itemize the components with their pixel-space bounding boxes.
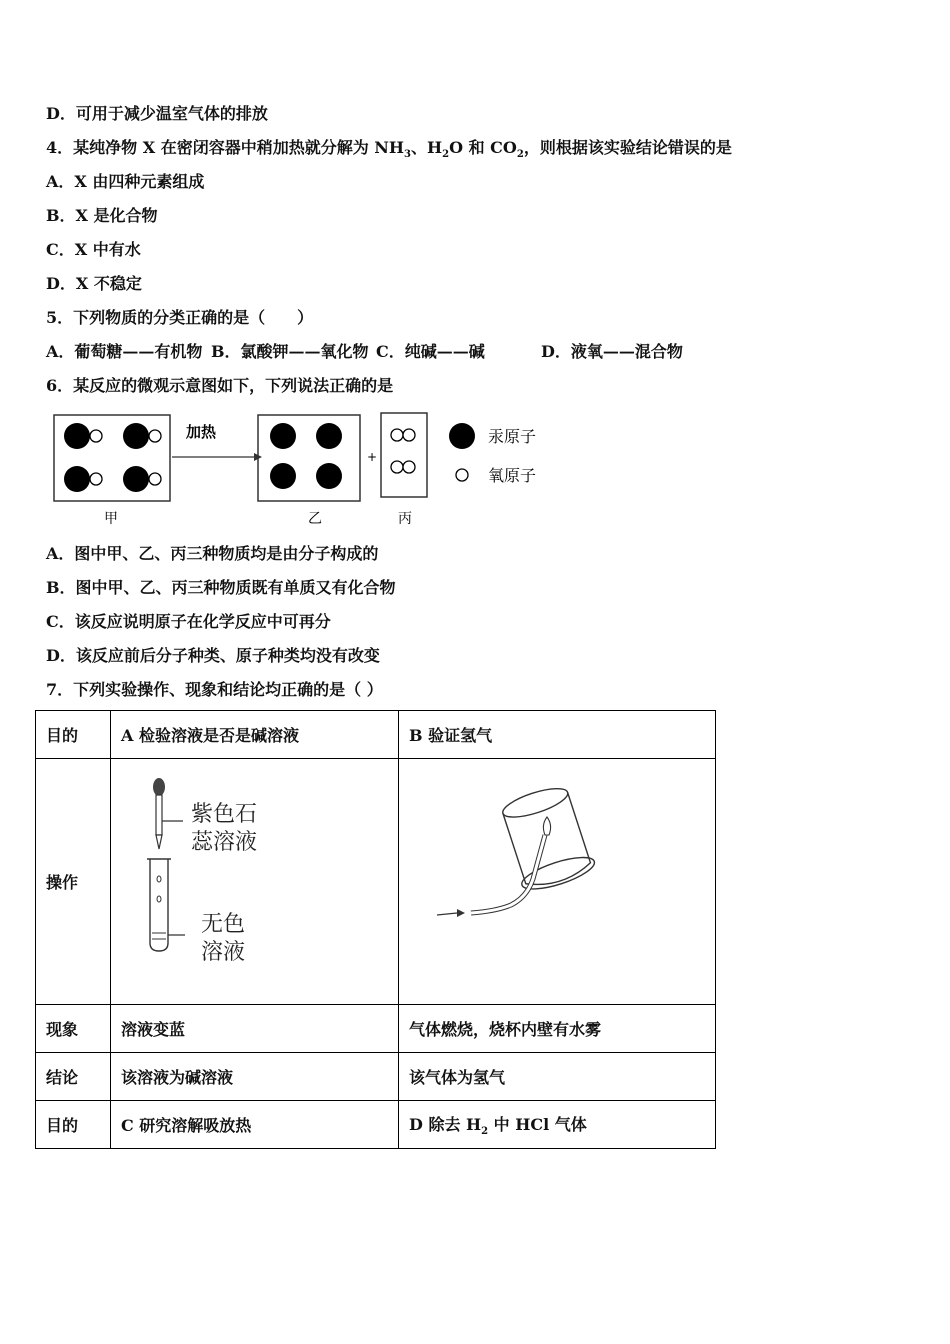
q5-option-d: D．液氧——混合物 — [541, 342, 683, 361]
q4-stem — [46, 135, 732, 160]
q4-option-b: B．X 是化合物 — [46, 206, 158, 225]
hg-atom — [270, 423, 296, 449]
q6-option-a: A．图中甲、乙、丙三种物质均是由分子构成的 — [46, 544, 379, 563]
cell-b-text: D 除去 H — [409, 1114, 482, 1134]
cell-b: B 验证氢气 — [399, 711, 716, 759]
subscript: 2 — [481, 1126, 489, 1138]
q6-stem: 6．某反应的微观示意图如下，下列说法正确的是 — [46, 376, 394, 395]
legend-oxygen-icon — [456, 469, 468, 481]
hgo-molecule — [64, 423, 102, 449]
q5-option-a: A．葡萄糖——有机物 — [46, 342, 203, 361]
q7-stem: 7．下列实验操作、现象和结论均正确的是（ ） — [46, 680, 383, 699]
legend-oxygen-label: 氧原子 — [488, 466, 537, 485]
q6-option-c: C．该反应说明原子在化学反应中可再分 — [46, 612, 331, 631]
cell-a: C 研究溶解吸放热 — [111, 1101, 399, 1149]
tube-label: 溶液 — [201, 940, 246, 965]
legend-mercury-icon — [449, 423, 475, 449]
table-row — [36, 1053, 716, 1101]
cell-b-beaker-figure — [399, 759, 716, 1005]
q4-stem-part: 、H — [410, 138, 443, 157]
hg-atom — [316, 463, 342, 489]
label-bing: 丙 — [398, 511, 412, 527]
table-row — [36, 1005, 716, 1053]
experiment-table — [35, 710, 716, 1149]
cell-a: A 检验溶液是否是碱溶液 — [111, 711, 399, 759]
label-yi: 乙 — [308, 511, 322, 527]
hg-atom — [316, 423, 342, 449]
q4-stem-part: 4．某纯净物 X 在密闭容器中稍加热就分解为 NH — [46, 138, 405, 157]
cell-b-text: 中 HCl 气体 — [488, 1114, 587, 1134]
reaction-diagram — [50, 405, 570, 530]
o2-molecule — [391, 461, 415, 473]
q5-option-c: C．纯碱——碱 — [376, 342, 485, 361]
cell-b: 该气体为氢气 — [399, 1053, 716, 1101]
row-head: 结论 — [36, 1053, 111, 1101]
arrow-label: 加热 — [186, 423, 217, 441]
q5-stem: 5．下列物质的分类正确的是（ ） — [46, 308, 314, 327]
row-head: 操作 — [36, 759, 111, 1005]
q4-option-d: D．X 不稳定 — [46, 274, 142, 293]
q4-option-c: C．X 中有水 — [46, 240, 141, 259]
q4-option-a: A．X 由四种元素组成 — [46, 172, 205, 191]
cell-a: 该溶液为碱溶液 — [111, 1053, 399, 1101]
cell-b: 气体燃烧，烧杯内壁有水雾 — [399, 1005, 716, 1053]
dropper-label: 蕊溶液 — [191, 830, 258, 855]
row-head: 目的 — [36, 1101, 111, 1149]
q4-stem-part: O 和 CO — [449, 138, 517, 157]
q4-stem-part: ，则根据该实验结论错误的是 — [523, 138, 732, 157]
q5-option-b: B．氯酸钾——氧化物 — [211, 342, 369, 361]
cell-a-dropper-figure — [111, 759, 399, 1005]
o2-molecule — [391, 429, 415, 441]
hgo-molecule — [123, 466, 161, 492]
q5-options — [46, 339, 746, 361]
legend-mercury-label: 汞原子 — [488, 427, 537, 446]
row-head: 现象 — [36, 1005, 111, 1053]
q3-option-d: D．可用于减少温室气体的排放 — [46, 104, 268, 123]
hgo-molecule — [64, 466, 102, 492]
table-row — [36, 1101, 716, 1149]
label-jia: 甲 — [104, 511, 118, 527]
dropper-label: 紫色石 — [191, 802, 258, 827]
q6-option-d: D．该反应前后分子种类、原子种类均没有改变 — [46, 646, 380, 665]
cell-b — [399, 1101, 716, 1149]
hg-atom — [270, 463, 296, 489]
q6-option-b: B．图中甲、乙、丙三种物质既有单质又有化合物 — [46, 578, 396, 597]
table-row — [36, 759, 716, 1005]
box-bing — [381, 413, 427, 497]
subscript: 2 — [442, 149, 450, 161]
inverted-beaker-icon — [427, 779, 627, 959]
plus-sign: + — [366, 450, 378, 464]
table-row — [36, 711, 716, 759]
subscript: 3 — [404, 149, 411, 161]
row-head: 目的 — [36, 711, 111, 759]
tube-label: 无色 — [201, 912, 246, 937]
cell-a: 溶液变蓝 — [111, 1005, 399, 1053]
hgo-molecule — [123, 423, 161, 449]
subscript: 2 — [516, 149, 524, 161]
